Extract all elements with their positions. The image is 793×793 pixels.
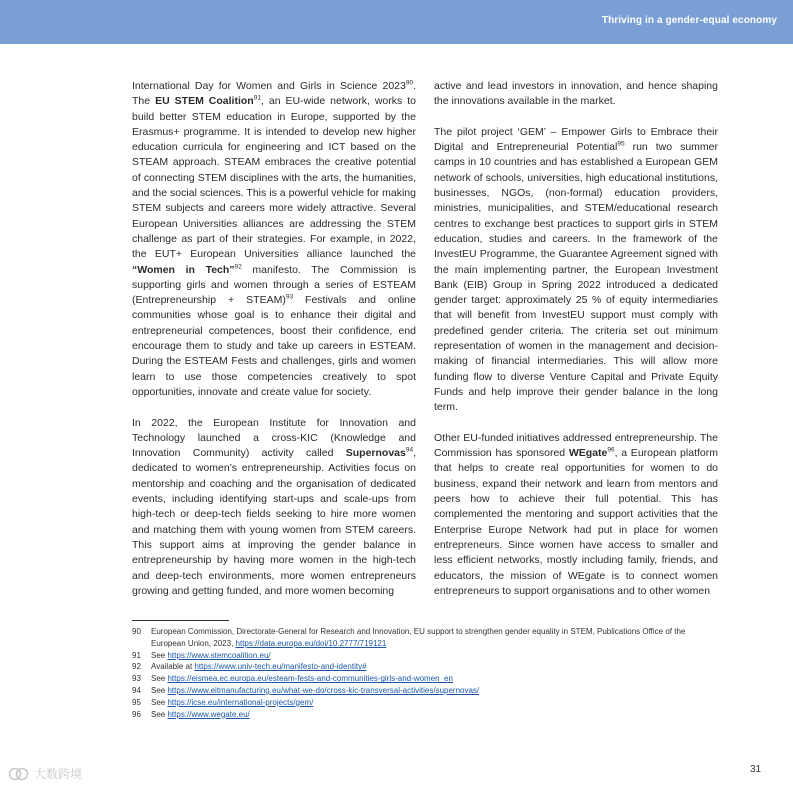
- footnote-ref-93[interactable]: 93: [285, 293, 294, 301]
- footnote-link[interactable]: https://www.stemcoalition.eu/: [167, 650, 271, 660]
- footnote-link[interactable]: https://www.eitmanufacturing.eu/what-we-do/cross-kic-transversal-activities/supernovas/: [167, 685, 480, 695]
- footnote-item: [132, 697, 722, 709]
- footnote-text: See: [151, 650, 168, 660]
- footnote-text: See: [151, 685, 168, 695]
- footnote-number: 93: [132, 674, 141, 684]
- paragraph-gem-pilot: The pilot project ‘GEM’ – Empower Girls to Embrace their Digital and Entrepreneurial Potential$^{95}$ run two summer camps in 10 countries and has established a European GEM network of schools, universities, high educational institutions, businesses, NGOs, (non-formal) education providers, ministries, municipalities, and STEM/educational research centres to exchange best practices to support girls in STEM education, studies and careers. In the framework of the InvestEU Programme, the Guarantee Agreement signed with the main implementing partner, the European Investment Bank (EIB) Group in Spring 2022 introduced a dedicated gender target: approximately 25 % of equity intermediaries that will benefit from InvestEU support must comply with predefined gender criteria. The criteria set out minimum representation of women in the management and decision-making of financial intermediaries. This will allow more funding flow to diverse Venture Capital and Private Equity Funds and help improve their gender balance in the long term.: [434, 125, 718, 414]
- paragraph-wegate: Other EU-funded initiatives addressed entrepreneurship. The Commission has sponsored WEgate$^{96}$, a European platform that helps to create real opportunities for women to do business, expand their network and learn from mentors and peers how to achieve their full potential. This has complemented the mentoring and support activities that the Enterprise Europe Network had put in place for women entrepreneurs. Since women have access to smaller and less efficient networks, mostly including family, friends, and educators, the mission of WEgate is to connect women entrepreneurs to support organisations and to other women: [434, 431, 718, 597]
- footnote-ref-94[interactable]: 94: [405, 446, 414, 454]
- footnote-text: European Commission, Directorate-General for Research and Innovation, EU support to strengthen gender equality in STEM, Publications Office of the European Union, 2023,: [151, 627, 686, 648]
- paragraph-supernovas: In 2022, the European Institute for Innovation and Technology launched a cross-KIC (Knowledge and Innovation Community) activity called Supernovas$^{94}$, dedicated to women’s entrepreneurship. Activities focus on mentorship and coaching and the organisation of dedicated events, including identifying start-ups and scale-ups from high-tech or deep-tech fields seeking to hire more women and matching them with young women from STEM careers. This support aims at improving the gender balance in entrepreneurship by having more women in the high-tech and deep-tech environments, more women entrepreneurs growing and getting funded, and more women becoming: [132, 416, 416, 597]
- footnote-number: 96: [132, 709, 141, 719]
- footnote-number: 94: [132, 685, 141, 695]
- footnote-text: See: [151, 697, 168, 707]
- footnote-link[interactable]: https://www.wegate.eu/: [167, 709, 250, 719]
- footnote-item: [132, 661, 722, 673]
- footnote-number: 90: [132, 627, 141, 636]
- footnote-ref-90[interactable]: 90: [405, 79, 414, 87]
- footnote-text: See: [151, 674, 168, 684]
- footnote-text: Available at: [151, 662, 195, 672]
- footnote-link[interactable]: https://data.europa.eu/doi/10.2777/719121: [235, 638, 387, 648]
- footnote-ref-91[interactable]: 91: [253, 94, 261, 102]
- footnote-link[interactable]: https://eismea.ec.europa.eu/esteam-fests-and-communities-girls-and-women_en: [167, 674, 453, 684]
- watermark: [8, 765, 82, 782]
- footnote-ref-96[interactable]: 96: [607, 446, 615, 454]
- footnote-divider: [132, 620, 229, 621]
- footnote-item: [132, 626, 722, 650]
- footnote-item: [132, 650, 722, 662]
- footnote-text: See: [151, 709, 168, 719]
- footnote-ref-92[interactable]: 92: [234, 263, 242, 271]
- page-number: 31: [750, 764, 762, 775]
- left-column: [132, 79, 416, 599]
- watermark-text: 大数跨境: [34, 767, 83, 781]
- footnote-item: [132, 685, 722, 697]
- paragraph-continued: active and lead investors in innovation, and hence shaping the innovations available in the market.: [434, 80, 718, 108]
- footnote-number: 95: [132, 697, 141, 707]
- footnote-link[interactable]: https://icse.eu/international-projects/gem/: [167, 697, 314, 707]
- section-title: Thriving in a gender-equal economy: [601, 15, 777, 26]
- term-eu-stem-coalition: EU STEM Coalition: [155, 95, 254, 108]
- right-column: [434, 79, 718, 599]
- footnote-link[interactable]: https://www.univ-tech.eu/manifesto-and-identity#: [194, 662, 367, 672]
- paragraph-eu-stem-coalition: International Day for Women and Girls in Science 2023$^{90}$. The EU STEM Coalition$^{91}$, an EU-wide network, works to build better STEM education in Europe, supported by the Erasmus+ programme. It is intended to develop new higher education curricula for engineering and ICT based on the STEAM approach. STEAM embraces the creative potential of connecting STEM disciplines with the arts, the humanities, and the social sciences. This is a powerful vehicle for making STEM subjects and careers more widely attractive. Several European Universities alliances are addressing the STEM challenge as part of their strategies. For example, in 2022, the EUT+ European Universities alliance launched the “Women in Tech”$^{92}$ manifesto. The Commission is supporting girls and women through a series of ESTEAM (Entrepreneurship + STEAM)$^{93}$ Festivals and online communities whose goal is to enhance their digital and entrepreneurial competences, boost their confidence, end encourage them to study and take up careers in ESTEAM. During the ESTEAM Fests and challenges, girls and women learn to use those competencies creatively to spot opportunities, innovate and create value for society.: [132, 79, 417, 398]
- header-band: [0, 0, 793, 44]
- footnote-ref-95[interactable]: 95: [617, 140, 625, 148]
- term-supernovas: Supernovas: [345, 447, 406, 460]
- term-wegate: WEgate: [568, 447, 608, 460]
- term-women-in-tech: “Women in Tech”: [132, 263, 235, 276]
- footnote-item: [132, 709, 722, 721]
- footnotes: [132, 626, 722, 720]
- footnote-number: 91: [132, 650, 141, 660]
- watermark-logo-icon: [8, 767, 30, 781]
- footnote-item: [132, 673, 722, 685]
- footnote-number: 92: [132, 662, 141, 672]
